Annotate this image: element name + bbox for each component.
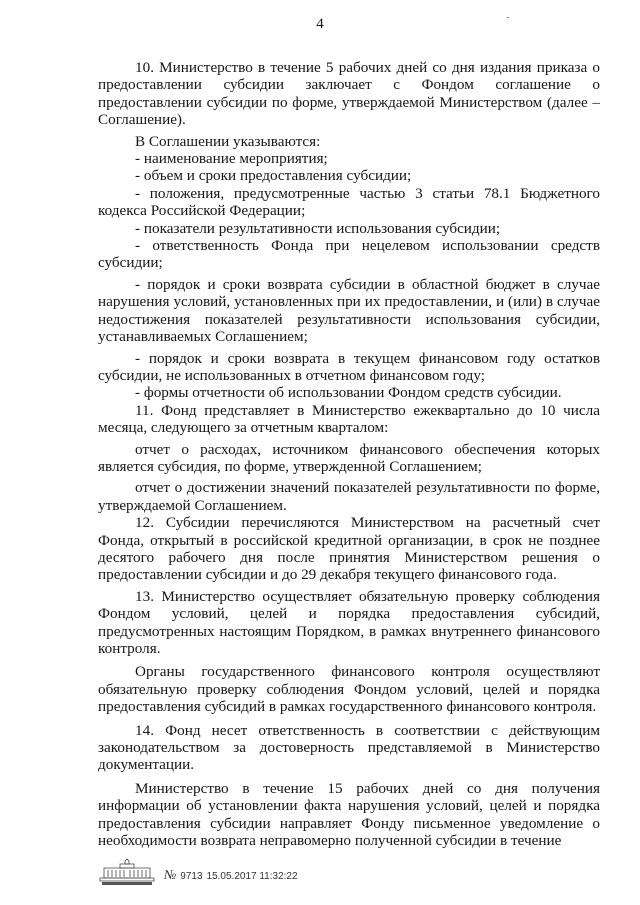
paragraph-14: 14. Фонд несет ответственность в соответствии с действующим законодательством за достоверность представляемой в Министерство документации. [98, 721, 600, 774]
list-item: - порядок и сроки возврата субсидии в областной бюджет в случае нарушения условий, установленных при их предоставлении, и (или) в случае недостижения показателей результативности использования субсидии, устанавливаемых Соглашением; [98, 275, 600, 346]
report-item: отчет о расходах, источником финансового обеспечения которых является субсидия, по форме, утвержденной Соглашением; [98, 440, 600, 475]
registration-number: 9713 [180, 871, 203, 882]
list-item: - ответственность Фонда при нецелевом использовании средств субсидии; [98, 237, 600, 272]
document-footer [98, 856, 298, 886]
government-building-logo-icon [98, 858, 156, 886]
paragraph-10: 10. Министерство в течение 5 рабочих дней со дня издания приказа о предоставлении субсидии заключает с Фондом соглашение о предоставлении субсидии по форме, утверждаемой Министерством (далее – Соглашение). [98, 59, 600, 129]
list-item: - наименование мероприятия; [135, 150, 328, 168]
document-body [98, 59, 600, 849]
registration-stamp [164, 867, 298, 886]
paragraph-12: 12. Субсидии перечисляются Министерством на расчетный счет Фонда, открытый в российской кредитной организации, в срок не позднее десятого рабочего дня после принятия Министерством решения о предоставлении субсидии и до 29 декабря текущего финансового года. [98, 514, 600, 584]
scan-speck: - [506, 12, 510, 23]
paragraph-14-notice: Министерство в течение 15 рабочих дней со дня получения информации об установлении факта нарушения условий, целей и порядка предоставления субсидии направляет Фонду письменное уведомление о необходимости возврата неправомерно полученной субсидии в течение [98, 779, 600, 850]
agreement-intro: В Соглашении указываются: [135, 132, 321, 150]
list-item: - формы отчетности об использовании Фондом средств субсидии. [135, 384, 562, 402]
page-number: 4 [316, 16, 324, 32]
paragraph-11: 11. Фонд представляет в Министерство ежеквартально до 10 числа месяца, следующего за отчетным кварталом: [98, 401, 600, 437]
list-item: - порядок и сроки возврата в текущем финансовом году остатков субсидии, не использованных в отчетном финансовом году; [98, 349, 600, 384]
paragraph-13-control: Органы государственного финансового контроля осуществляют обязательную проверку соблюдения Фондом условий, целей и порядка предоставления субсидий в рамках государственного финансового контроля. [98, 663, 600, 716]
list-item: - положения, предусмотренные частью 3 статьи 78.1 Бюджетного кодекса Российской Федерации; [98, 184, 600, 220]
paragraph-13: 13. Министерство осуществляет обязательную проверку соблюдения Фондом условий, целей и порядка предоставления субсидий, предусмотренных настоящим Порядком, в рамках внутреннего финансового контроля. [98, 587, 600, 657]
list-item: - объем и сроки предоставления субсидии; [135, 167, 412, 185]
list-item: - показатели результативности использования субсидии; [135, 219, 501, 237]
report-item: отчет о достижении значений показателей результативности по форме, утверждаемой Соглашением. [98, 479, 600, 514]
registration-datetime: 15.05.2017 11:32:22 [206, 871, 298, 882]
number-sign: № [164, 867, 177, 882]
